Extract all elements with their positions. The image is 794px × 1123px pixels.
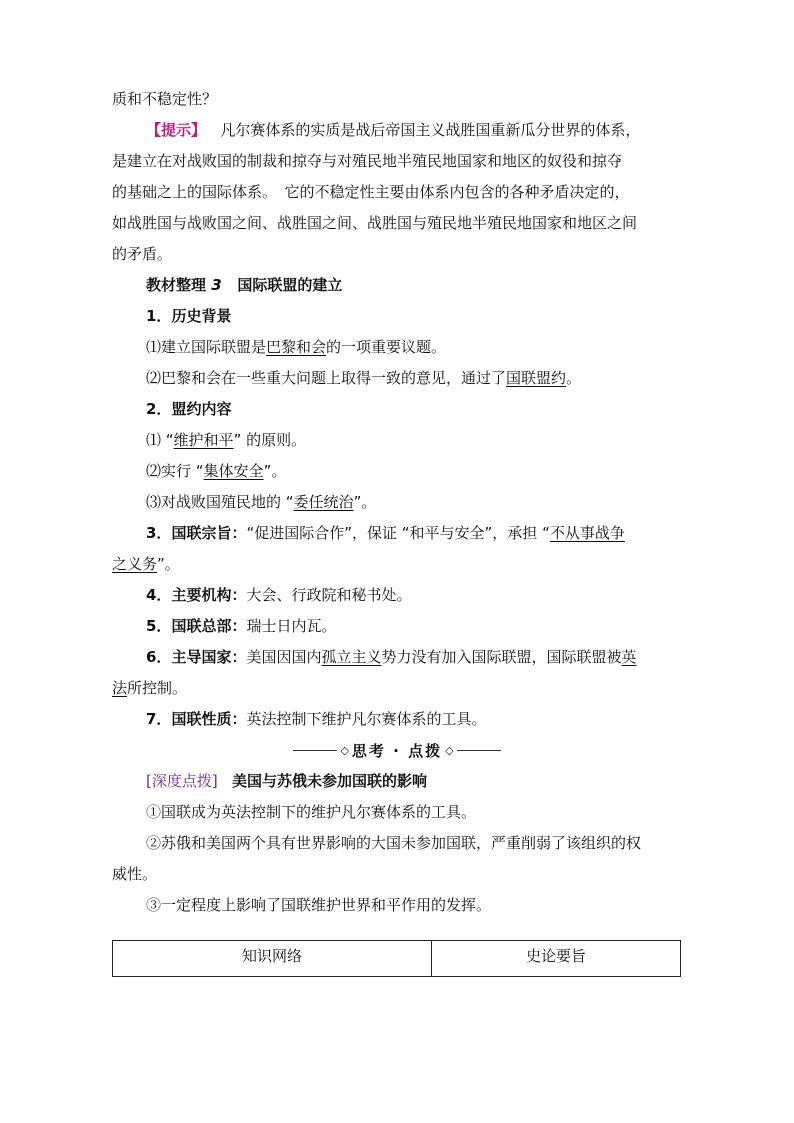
- item-3: [112, 518, 682, 549]
- deep-tag: [深度点拨]: [146, 772, 218, 790]
- hint-line-2: 是建立在对战败国的制裁和掠夺与对殖民地半殖民地国家和地区的奴役和掠夺: [112, 152, 623, 170]
- item-4: [112, 580, 682, 611]
- hint-line-3: 的基础之上的国际体系。 它的不稳定性主要由体系内包含的各种矛盾决定的，: [112, 183, 630, 201]
- divider-rule-right: [457, 750, 501, 751]
- item-6-num: 6．: [146, 648, 172, 666]
- underlined-answer: 委任统治: [293, 493, 354, 511]
- section-title-num: 3: [211, 276, 222, 294]
- deep-point-2-cont: 威性。: [112, 865, 158, 883]
- hint-tag: 【提示】: [146, 121, 207, 139]
- table-header-knowledge: 知识网络: [113, 941, 432, 977]
- text: ⑵实行 “: [146, 462, 204, 480]
- item-1-num: 1．: [146, 307, 172, 325]
- underlined-answer: 法: [112, 679, 128, 697]
- item-7-num: 7．: [146, 710, 172, 728]
- text: 。: [566, 369, 582, 387]
- divider-label: 思考 · 点拨: [351, 742, 443, 760]
- underlined-answer: 不从事战争: [549, 524, 625, 542]
- text: ⑴ “: [146, 431, 174, 449]
- underlined-answer: 孤立主义: [321, 648, 382, 666]
- item-1-sub-2: [112, 363, 682, 394]
- underlined-answer: 英: [621, 648, 637, 666]
- text: ⑶对战败国殖民地的 “: [146, 493, 294, 511]
- hint-line-1: [112, 115, 682, 146]
- item-1-heading: [112, 301, 682, 332]
- divider-rule-left: [293, 750, 337, 751]
- item-2-heading: [112, 394, 682, 425]
- item-4-num: 4．: [146, 586, 172, 604]
- text: ”。: [353, 493, 377, 511]
- item-6-cont: [112, 673, 682, 704]
- text: 大会、行政院和秘书处。: [246, 586, 412, 604]
- item-2-num: 2．: [146, 400, 172, 418]
- item-3-title: 国联宗旨：: [171, 524, 247, 542]
- section-title: [112, 270, 682, 301]
- question-tail: 质和不稳定性？: [112, 90, 218, 108]
- underlined-answer: 国联盟约: [506, 369, 567, 387]
- item-6: [112, 642, 682, 673]
- table-row: [113, 941, 681, 977]
- underlined-answer: 集体安全: [203, 462, 264, 480]
- text: ”。: [263, 462, 287, 480]
- underlined-answer: 巴黎和会: [266, 338, 327, 356]
- hint-line-4: 如战胜国与战败国之间、战胜国之间、战胜国与殖民地半殖民地国家和地区之间: [112, 214, 638, 232]
- item-7: [112, 704, 682, 735]
- text: 势力没有加入国际联盟，国际联盟被: [381, 648, 622, 666]
- text: ”。: [157, 555, 180, 573]
- item-1-title: 历史背景: [171, 307, 232, 325]
- page-content: [112, 84, 682, 921]
- item-3-cont: [112, 549, 682, 580]
- item-3-num: 3．: [146, 524, 172, 542]
- text: 瑞士日内瓦。: [246, 617, 337, 635]
- text: 所控制。: [127, 679, 188, 697]
- text: 美国因国内: [246, 648, 322, 666]
- item-7-title: 国联性质：: [171, 710, 247, 728]
- text: ⑴建立国际联盟是: [146, 338, 267, 356]
- item-5: [112, 611, 682, 642]
- item-5-num: 5．: [146, 617, 172, 635]
- think-divider: [112, 735, 682, 766]
- text: ⑵巴黎和会在一些重大问题上取得一致的意见，通过了: [146, 369, 507, 387]
- deep-title: [112, 766, 682, 797]
- section-title-b: 国际联盟的建立: [237, 276, 343, 294]
- text: “促进国际合作”，保证 “和平与安全”，承担 “: [246, 524, 550, 542]
- section-title-a: 教材整理: [146, 276, 207, 294]
- item-4-title: 主要机构：: [171, 586, 247, 604]
- text: ” 的原则。: [233, 431, 307, 449]
- item-2-title: 盟约内容: [171, 400, 232, 418]
- deep-point-1: ①国联成为英法控制下的维护凡尔赛体系的工具。: [146, 803, 477, 821]
- deep-point-3: ③一定程度上影响了国联维护世界和平作用的发挥。: [146, 896, 492, 914]
- diamond-icon: ◇: [340, 744, 349, 757]
- item-1-sub-1: [112, 332, 682, 363]
- item-6-title: 主导国家：: [171, 648, 247, 666]
- summary-table: [112, 940, 681, 977]
- hint-line-5: 的矛盾。: [112, 245, 173, 263]
- underlined-answer: 维护和平: [173, 431, 234, 449]
- deep-point-2: ②苏俄和美国两个具有世界影响的大国未参加国联，严重削弱了该组织的权: [146, 834, 642, 852]
- underlined-answer: 之义务: [112, 555, 158, 573]
- deep-heading: 美国与苏俄未参加国联的影响: [232, 772, 428, 790]
- item-2-sub-3: [112, 487, 682, 518]
- hint-text-1: 凡尔赛体系的实质是战后帝国主义战胜国重新瓜分世界的体系，: [220, 121, 641, 139]
- table-header-essentials: 史论要旨: [432, 941, 681, 977]
- diamond-icon: ◇: [445, 744, 454, 757]
- item-2-sub-2: [112, 456, 682, 487]
- text: 的一项重要议题。: [326, 338, 447, 356]
- text: 英法控制下维护凡尔赛体系的工具。: [246, 710, 487, 728]
- item-5-title: 国联总部：: [171, 617, 247, 635]
- item-2-sub-1: [112, 425, 682, 456]
